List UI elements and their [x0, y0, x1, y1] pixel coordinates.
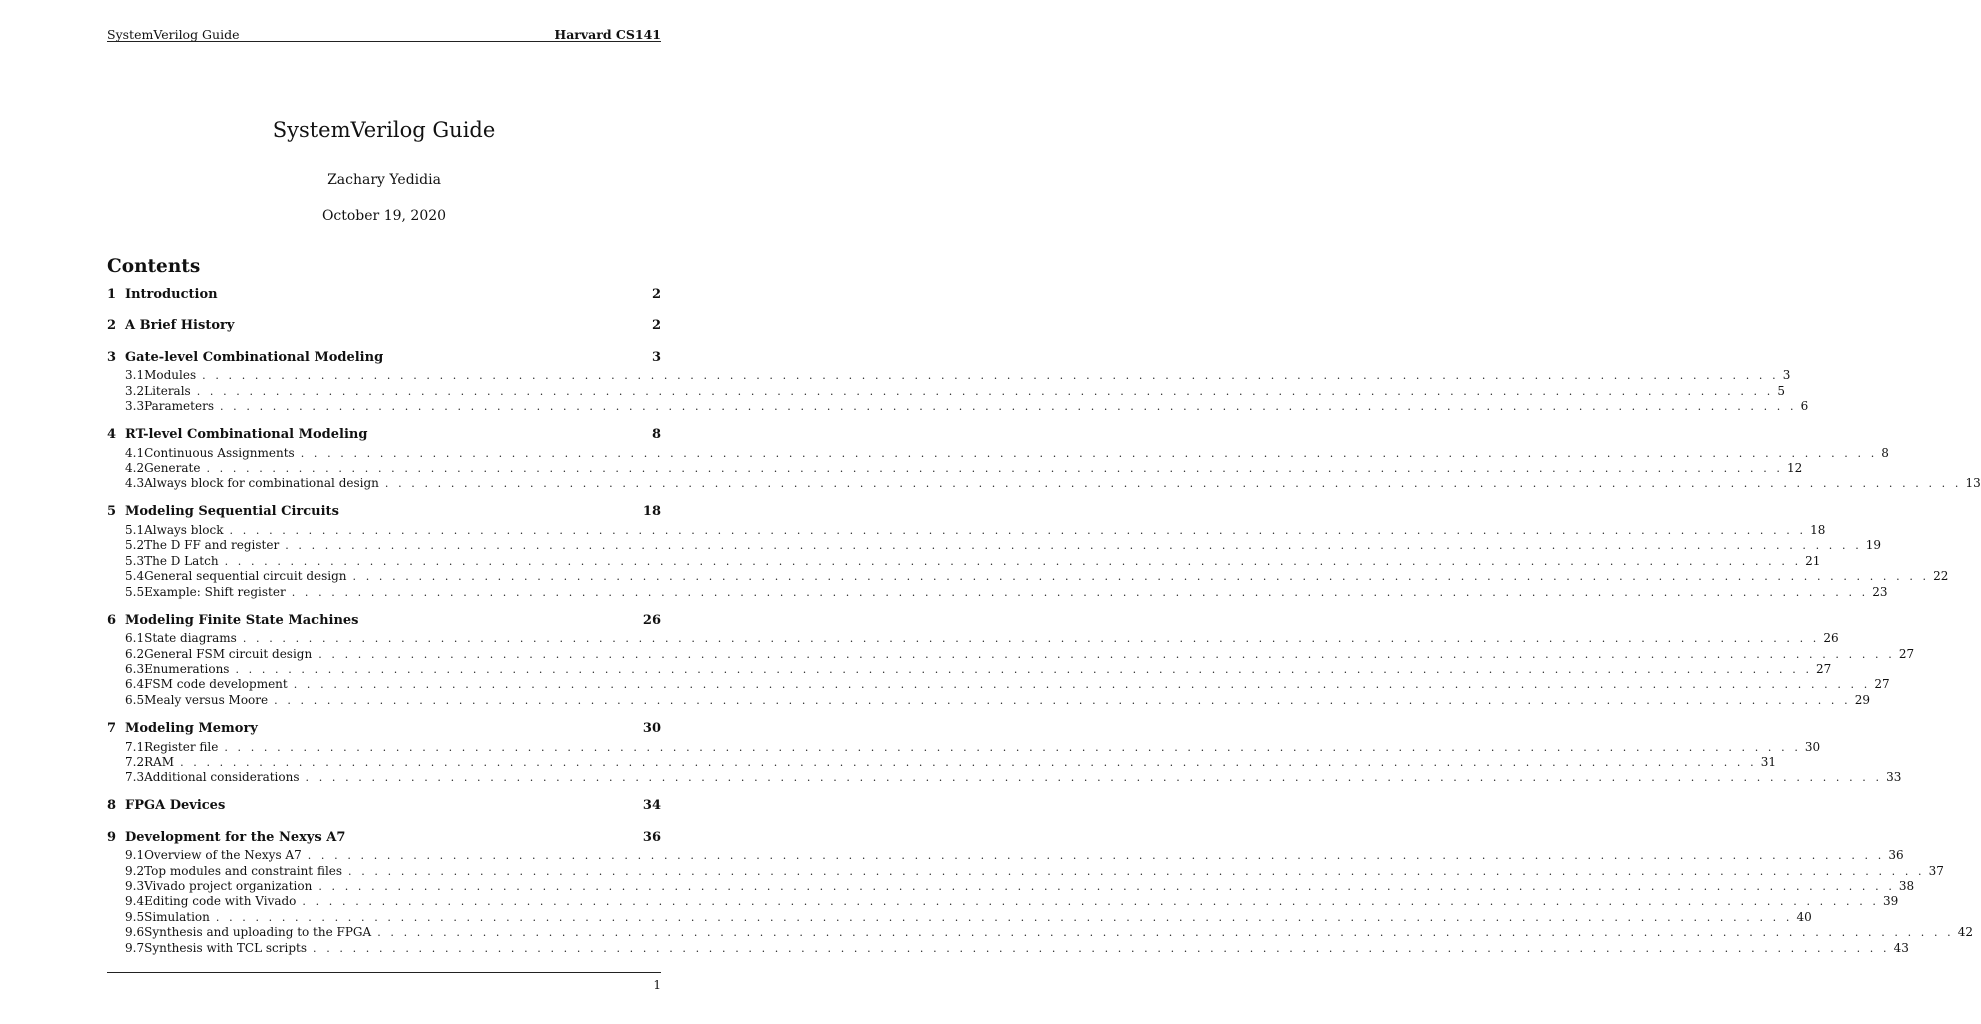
toc-subsection-title: Overview of the Nexys A7 [144, 848, 302, 863]
toc-dot-leader: . . . . . . . . . . . . . . . . . . . . . . . . . . . . . . . . . . . . . . . . . . . . . . . . . . . . . . . . . . . . . . . . . . . . . . . . . . . . . . . . . . . . . . . . . . . . . . . . . . . . . . . . . . . . . . . . . . . . . . . . [302, 895, 1880, 909]
toc-section-entry[interactable] [107, 504, 661, 523]
toc-dot-leader: . . . . . . . . . . . . . . . . . . . . . . . . . . . . . . . . . . . . . . . . . . . . . . . . . . . . . . . . . . . . . . . . . . . . . . . . . . . . . . . . . . . . . . . . . . . . . . . . . . . . . . . . . . . . . . . . . . . . . . . . [293, 678, 1871, 692]
toc-section-title: RT-level Combinational Modeling [125, 427, 368, 443]
toc-subsection-page: 40 [1796, 909, 1812, 924]
toc-section-entry[interactable] [107, 721, 661, 740]
toc-subsection-title: The D FF and register [144, 538, 280, 553]
toc-subsection-title: Editing code with Vivado [144, 894, 297, 909]
toc-section-title: Introduction [125, 287, 218, 302]
toc-section-number: 5 [107, 504, 117, 520]
toc-dot-leader: . . . . . . . . . . . . . . . . . . . . . . . . . . . . . . . . . . . . . . . . . . . . . . . . . . . . . . . . . . . . . . . . . . . . . . . . . . . . . . . . . . . . . . . . . . . . . . . . . . . . . . . . . . . . . . . . . . . . . . . . [318, 647, 1895, 661]
toc-subsection-entry[interactable] [107, 662, 1832, 677]
toc-subsection-page: 18 [1810, 523, 1826, 538]
toc-subsection-page: 42 [1957, 925, 1974, 940]
toc-subsection-title: Always block for combinational design [144, 476, 379, 491]
toc-section-entry[interactable] [107, 350, 661, 369]
toc-subsection-entry[interactable] [107, 940, 1909, 956]
toc-dot-leader: . . . . . . . . . . . . . . . . . . . . . . . . . . . . . . . . . . . . . . . . . . . . . . . . . . . . . . . . . . . . . . . . . . . . . . . . . . . . . . . . . . . . . . . . . . . . . . . . . . . . . . . . . . . . . . . . . . . . . . . . [305, 771, 1883, 785]
toc-subsection-number: 9.6 [125, 925, 145, 940]
toc-section-page: 2 [651, 318, 661, 334]
toc-subsection-title: RAM [144, 754, 175, 769]
toc-subsection-title: The D Latch [144, 553, 219, 568]
toc-section-entry[interactable] [107, 613, 661, 632]
toc-section-page: 26 [642, 612, 661, 628]
toc-subsection-title: Always block [144, 523, 224, 538]
toc-subsection-page: 37 [1928, 863, 1944, 878]
toc-section [107, 287, 661, 306]
header-right: Harvard CS141 [554, 27, 661, 42]
toc-subsection-entry[interactable] [107, 553, 1821, 569]
toc-section-page: 3 [651, 349, 661, 365]
toc-section-page: 8 [651, 427, 661, 443]
toc-dot-leader: . . . . . . . . . . . . . . . . . . . . . . . . . . . . . . . . . . . . . . . . . . . . . . . . . . . . . . . . . . . . . . . . . . . . . . . . . . . . . . . . . . . . . . . . . . . . . . . . . . . . . . . . . . . . . . . . . . . . . . . . [235, 663, 1813, 677]
toc-dot-leader: . . . . . . . . . . . . . . . . . . . . . . . . . . . . . . . . . . . . . . . . . . . . . . . . . . . . . . . . . . . . . . . . . . . . . . . . . . . . . . . . . . . . . . . . . . . . . . . . . . . . . . . . . . . . . . . . . . . . . . . . [274, 693, 1851, 707]
toc-subsection-page: 43 [1893, 940, 1909, 955]
toc-subsection-number: 6.3 [125, 662, 145, 677]
toc-subsection-page: 39 [1883, 894, 1899, 909]
toc-subsection-page: 30 [1804, 739, 1821, 754]
toc-subsection-title: FSM code development [144, 677, 288, 692]
toc-subsection-page: 3 [1782, 368, 1791, 383]
toc-subsection-number: 5.2 [125, 538, 145, 553]
toc-subsection-page: 23 [1872, 584, 1888, 599]
toc-subsection-number: 7.1 [125, 739, 145, 754]
toc-subsection-page: 31 [1760, 754, 1776, 769]
toc-subsection-entry[interactable] [107, 631, 1839, 646]
toc-subsection-number: 7.2 [125, 754, 145, 769]
toc-subsection-page: 38 [1898, 879, 1915, 894]
toc-section-title: Development for the Nexys A7 [125, 829, 346, 845]
footer-rule [107, 972, 661, 973]
toc-subsection-entry[interactable] [107, 646, 1915, 662]
toc-subsection-number: 9.3 [125, 879, 145, 894]
toc-dot-leader: . . . . . . . . . . . . . . . . . . . . . . . . . . . . . . . . . . . . . . . . . . . . . . . . . . . . . . . . . . . . . . . . . . . . . . . . . . . . . . . . . . . . . . . . . . . . . . . . . . . . . . . . . . . . . . . . . . . . . . . . [313, 941, 1890, 955]
toc-subsection-entry[interactable] [107, 692, 1870, 708]
toc-section-title: FPGA Devices [125, 798, 226, 814]
toc-section [107, 798, 661, 817]
toc-subsection-page: 27 [1816, 662, 1832, 677]
toc-section [107, 349, 1809, 415]
toc-section-title: Modeling Memory [125, 720, 258, 736]
toc-subsection-entry[interactable] [107, 770, 1902, 785]
toc-subsection-page: 21 [1805, 553, 1821, 568]
toc-subsection-page: 29 [1854, 692, 1870, 707]
toc-section-title: Modeling Finite State Machines [125, 612, 359, 628]
toc-subsection-entry[interactable] [107, 461, 1803, 476]
toc-subsection-page: 8 [1881, 445, 1889, 460]
toc-section [107, 504, 1949, 600]
toc-dot-leader: . . . . . . . . . . . . . . . . . . . . . . . . . . . . . . . . . . . . . . . . . . . . . . . . . . . . . . . . . . . . . . . . . . . . . . . . . . . . . . . . . . . . . . . . . . . . . . . . . . . . . . . . . . . . . . . . . . . . . . . . [352, 570, 1930, 584]
toc-dot-leader: . . . . . . . . . . . . . . . . . . . . . . . . . . . . . . . . . . . . . . . . . . . . . . . . . . . . . . . . . . . . . . . . . . . . . . . . . . . . . . . . . . . . . . . . . . . . . . . . . . . . . . . . . . . . . . . . . . . . . . . . [219, 399, 1797, 413]
toc-subsection-entry[interactable] [107, 925, 1974, 940]
toc-subsection-number: 5.3 [125, 553, 145, 568]
toc-subsection-number: 4.1 [125, 445, 145, 460]
toc-subsection-entry[interactable] [107, 739, 1821, 755]
toc-subsection-title: Top modules and constraint files [144, 863, 343, 878]
header-rule [107, 41, 661, 42]
toc-subsection-number: 9.2 [125, 863, 145, 878]
toc-subsection-title: Register file [144, 739, 219, 754]
toc-subsection-number: 5.4 [125, 569, 145, 584]
toc-dot-leader: . . . . . . . . . . . . . . . . . . . . . . . . . . . . . . . . . . . . . . . . . . . . . . . . . . . . . . . . . . . . . . . . . . . . . . . . . . . . . . . . . . . . . . . . . . . . . . . . . . . . . . . . . . . . . . . . . . . . . . . . [206, 462, 1784, 475]
toc-section-number: 4 [107, 427, 117, 443]
toc-subsection-title: Synthesis and uploading to the FPGA [144, 925, 372, 940]
toc-subsection-title: Additional considerations [144, 770, 300, 785]
toc-section-number: 1 [107, 287, 117, 302]
toc-dot-leader: . . . . . . . . . . . . . . . . . . . . . . . . . . . . . . . . . . . . . . . . . . . . . . . . . . . . . . . . . . . . . . . . . . . . . . . . . . . . . . . . . . . . . . . . . . . . . . . . . . . . . . . . . . . . . . . . . . . . . . . . [348, 864, 1925, 878]
toc-subsection-entry[interactable] [107, 894, 1899, 909]
toc-subsection-title: Example: Shift register [144, 584, 286, 599]
toc-subsection-number: 6.2 [125, 646, 145, 661]
toc-dot-leader: . . . . . . . . . . . . . . . . . . . . . . . . . . . . . . . . . . . . . . . . . . . . . . . . . . . . . . . . . . . . . . . . . . . . . . . . . . . . . . . . . . . . . . . . . . . . . . . . . . . . . . . . . . . . . . . . . . . . . . . . [377, 926, 1954, 940]
toc-subsection-number: 7.3 [125, 770, 145, 785]
document-date: October 19, 2020 [321, 208, 447, 224]
toc-subsection-entry[interactable] [107, 368, 1791, 383]
toc-subsection-title: Simulation [144, 909, 210, 924]
toc-subsection-entry[interactable] [107, 909, 1812, 925]
toc-subsection-entry[interactable] [107, 523, 1826, 538]
toc-dot-leader: . . . . . . . . . . . . . . . . . . . . . . . . . . . . . . . . . . . . . . . . . . . . . . . . . . . . . . . . . . . . . . . . . . . . . . . . . . . . . . . . . . . . . . . . . . . . . . . . . . . . . . . . . . . . . . . . . . . . . . . . [242, 632, 1820, 646]
toc-section-title: A Brief History [125, 318, 235, 334]
toc-dot-leader: . . . . . . . . . . . . . . . . . . . . . . . . . . . . . . . . . . . . . . . . . . . . . . . . . . . . . . . . . . . . . . . . . . . . . . . . . . . . . . . . . . . . . . . . . . . . . . . . . . . . . . . . . . . . . . . . . . . . . . . . [224, 740, 1801, 754]
toc-section-page: 36 [642, 829, 661, 845]
toc-section-number: 3 [107, 349, 117, 365]
toc-section-page: 2 [651, 287, 661, 302]
toc-subsection-number: 4.2 [125, 461, 145, 475]
toc-subsection-number: 9.5 [125, 909, 145, 924]
toc-section-page: 18 [642, 504, 661, 520]
toc-dot-leader: . . . . . . . . . . . . . . . . . . . . . . . . . . . . . . . . . . . . . . . . . . . . . . . . . . . . . . . . . . . . . . . . . . . . . . . . . . . . . . . . . . . . . . . . . . . . . . . . . . . . . . . . . . . . . . . . . . . . . . . . [384, 477, 1962, 491]
toc-subsection-title: State diagrams [144, 631, 237, 646]
toc-section-title: Gate-level Combinational Modeling [125, 349, 384, 365]
toc-dot-leader: . . . . . . . . . . . . . . . . . . . . . . . . . . . . . . . . . . . . . . . . . . . . . . . . . . . . . . . . . . . . . . . . . . . . . . . . . . . . . . . . . . . . . . . . . . . . . . . . . . . . . . . . . . . . . . . . . . . . . . . . [285, 539, 1862, 553]
toc-subsection-title: Mealy versus Moore [144, 692, 269, 707]
toc-subsection-page: 27 [1874, 677, 1890, 692]
toc-subsection-entry[interactable] [107, 863, 1944, 879]
toc-subsection-number: 9.1 [125, 848, 145, 863]
toc-subsection-page: 5 [1777, 383, 1785, 398]
table-of-contents [107, 287, 1981, 969]
toc-subsection-number: 3.3 [125, 398, 145, 413]
contents-heading: Contents [107, 256, 201, 277]
toc-subsection-entry[interactable] [107, 538, 1882, 553]
toc-subsection-title: Vivado project organization [144, 879, 313, 894]
toc-dot-leader: . . . . . . . . . . . . . . . . . . . . . . . . . . . . . . . . . . . . . . . . . . . . . . . . . . . . . . . . . . . . . . . . . . . . . . . . . . . . . . . . . . . . . . . . . . . . . . . . . . . . . . . . . . . . . . . . . . . . . . . . [300, 446, 1878, 460]
toc-section-entry[interactable] [107, 287, 661, 306]
toc-subsection-number: 3.1 [125, 368, 145, 383]
document-author: Zachary Yedidia [327, 172, 441, 188]
toc-section [107, 318, 661, 337]
toc-subsection-entry[interactable] [107, 476, 1981, 491]
toc-dot-leader: . . . . . . . . . . . . . . . . . . . . . . . . . . . . . . . . . . . . . . . . . . . . . . . . . . . . . . . . . . . . . . . . . . . . . . . . . . . . . . . . . . . . . . . . . . . . . . . . . . . . . . . . . . . . . . . . . . . . . . . . [202, 369, 1779, 383]
toc-section [107, 829, 1974, 956]
toc-subsection-number: 9.7 [125, 940, 145, 955]
toc-subsection-title: Modules [144, 368, 197, 383]
toc-subsection-entry[interactable] [107, 398, 1809, 414]
toc-subsection-title: General FSM circuit design [144, 646, 313, 661]
toc-subsection-number: 3.2 [125, 383, 145, 398]
toc-subsection-title: General sequential circuit design [144, 569, 347, 584]
toc-subsection-title: Literals [144, 383, 191, 398]
toc-subsection-number: 4.3 [125, 476, 145, 491]
toc-dot-leader: . . . . . . . . . . . . . . . . . . . . . . . . . . . . . . . . . . . . . . . . . . . . . . . . . . . . . . . . . . . . . . . . . . . . . . . . . . . . . . . . . . . . . . . . . . . . . . . . . . . . . . . . . . . . . . . . . . . . . . . . [224, 554, 1802, 568]
toc-subsection-entry[interactable] [107, 754, 1776, 770]
toc-subsection-number: 6.4 [125, 677, 145, 692]
toc-subsection-number: 6.1 [125, 631, 145, 646]
toc-section [107, 612, 1915, 709]
toc-subsection-page: 26 [1823, 631, 1839, 646]
toc-dot-leader: . . . . . . . . . . . . . . . . . . . . . . . . . . . . . . . . . . . . . . . . . . . . . . . . . . . . . . . . . . . . . . . . . . . . . . . . . . . . . . . . . . . . . . . . . . . . . . . . . . . . . . . . . . . . . . . . . . . . . . . . [307, 849, 1885, 863]
toc-subsection-page: 27 [1898, 646, 1915, 661]
page-number: 1 [653, 978, 661, 992]
toc-section [107, 720, 1902, 786]
toc-subsection-title: Enumerations [144, 662, 230, 677]
toc-subsection-number: 6.5 [125, 692, 145, 707]
toc-subsection-page: 36 [1888, 848, 1904, 863]
toc-section-page: 34 [642, 798, 661, 814]
toc-subsection-title: Synthesis with TCL scripts [144, 940, 308, 955]
toc-subsection-page: 6 [1800, 398, 1809, 413]
toc-section-entry[interactable] [107, 427, 661, 446]
toc-subsection-entry[interactable] [107, 445, 1889, 461]
toc-subsection-entry[interactable] [107, 848, 1904, 863]
toc-subsection-title: Continuous Assignments [144, 445, 295, 460]
toc-dot-leader: . . . . . . . . . . . . . . . . . . . . . . . . . . . . . . . . . . . . . . . . . . . . . . . . . . . . . . . . . . . . . . . . . . . . . . . . . . . . . . . . . . . . . . . . . . . . . . . . . . . . . . . . . . . . . . . . . . . . . . . . [215, 910, 1793, 924]
toc-section-title: Modeling Sequential Circuits [125, 504, 339, 520]
toc-subsection-entry[interactable] [107, 383, 1785, 399]
toc-subsection-page: 13 [1965, 476, 1981, 491]
toc-subsection-title: Generate [144, 461, 201, 475]
toc-subsection-entry[interactable] [107, 584, 1888, 600]
toc-subsection-number: 5.5 [125, 584, 145, 599]
toc-subsection-page: 19 [1865, 538, 1882, 553]
toc-subsection-number: 5.1 [125, 523, 145, 538]
document-title: SystemVerilog Guide [272, 118, 496, 142]
toc-subsection-number: 9.4 [125, 894, 145, 909]
toc-dot-leader: . . . . . . . . . . . . . . . . . . . . . . . . . . . . . . . . . . . . . . . . . . . . . . . . . . . . . . . . . . . . . . . . . . . . . . . . . . . . . . . . . . . . . . . . . . . . . . . . . . . . . . . . . . . . . . . . . . . . . . . . [229, 524, 1807, 538]
toc-section-number: 7 [107, 720, 117, 736]
toc-section-number: 6 [107, 612, 117, 628]
toc-subsection-page: 33 [1886, 770, 1902, 785]
toc-section-entry[interactable] [107, 318, 661, 337]
toc-section-entry[interactable] [107, 830, 661, 849]
toc-subsection-page: 12 [1787, 461, 1803, 475]
toc-dot-leader: . . . . . . . . . . . . . . . . . . . . . . . . . . . . . . . . . . . . . . . . . . . . . . . . . . . . . . . . . . . . . . . . . . . . . . . . . . . . . . . . . . . . . . . . . . . . . . . . . . . . . . . . . . . . . . . . . . . . . . . . [318, 880, 1895, 894]
toc-subsection-page: 22 [1933, 569, 1949, 584]
toc-subsection-entry[interactable] [107, 879, 1915, 894]
toc-dot-leader: . . . . . . . . . . . . . . . . . . . . . . . . . . . . . . . . . . . . . . . . . . . . . . . . . . . . . . . . . . . . . . . . . . . . . . . . . . . . . . . . . . . . . . . . . . . . . . . . . . . . . . . . . . . . . . . . . . . . . . . . [291, 585, 1869, 599]
toc-subsection-entry[interactable] [107, 677, 1890, 692]
toc-section [107, 427, 1981, 492]
toc-section-number: 2 [107, 318, 117, 334]
toc-dot-leader: . . . . . . . . . . . . . . . . . . . . . . . . . . . . . . . . . . . . . . . . . . . . . . . . . . . . . . . . . . . . . . . . . . . . . . . . . . . . . . . . . . . . . . . . . . . . . . . . . . . . . . . . . . . . . . . . . . . . . . . . [196, 384, 1774, 398]
toc-dot-leader: . . . . . . . . . . . . . . . . . . . . . . . . . . . . . . . . . . . . . . . . . . . . . . . . . . . . . . . . . . . . . . . . . . . . . . . . . . . . . . . . . . . . . . . . . . . . . . . . . . . . . . . . . . . . . . . . . . . . . . . . [180, 755, 1757, 769]
running-header [107, 22, 661, 42]
toc-section-number: 8 [107, 798, 117, 814]
toc-section-entry[interactable] [107, 798, 661, 817]
toc-subsection-title: Parameters [144, 398, 214, 413]
header-left: SystemVerilog Guide [107, 27, 240, 42]
toc-section-page: 30 [642, 720, 661, 736]
toc-section-number: 9 [107, 829, 117, 845]
toc-subsection-entry[interactable] [107, 569, 1949, 584]
